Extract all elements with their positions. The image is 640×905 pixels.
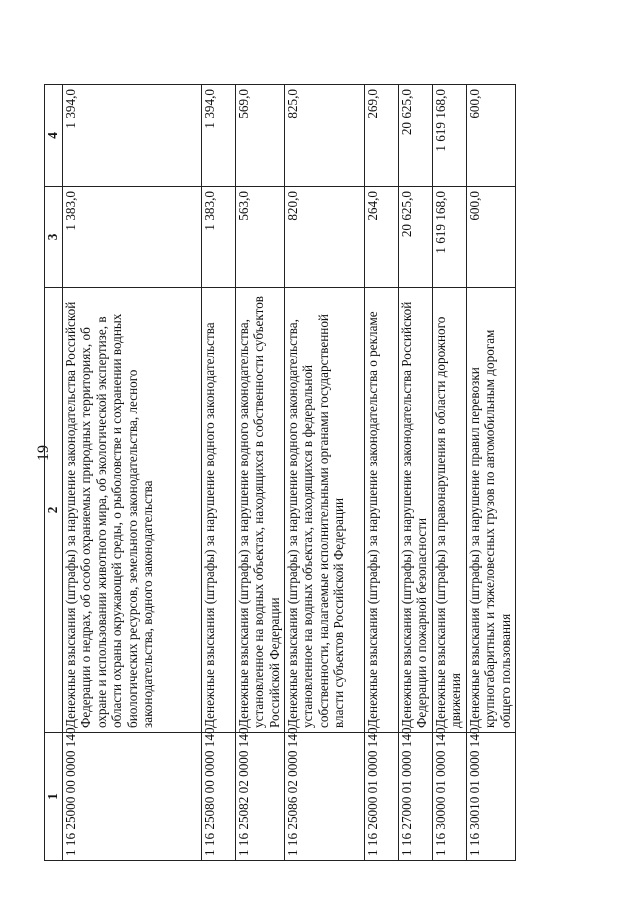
row-value-col3: 1 383,0 — [63, 187, 202, 288]
table-row — [63, 85, 202, 861]
table-row — [433, 85, 467, 861]
row-value-col3: 1 383,0 — [202, 187, 236, 288]
table-row — [365, 85, 399, 861]
header-row — [45, 85, 63, 861]
row-value-col3: 563,0 — [236, 187, 285, 288]
row-value-col3: 264,0 — [365, 187, 399, 288]
rotated-table-wrapper — [44, 85, 539, 861]
row-code: 1 16 26000 01 0000 140 — [365, 733, 399, 861]
row-value-col3: 20 625,0 — [399, 187, 433, 288]
row-name: Денежные взыскания (штрафы) за нарушение правил перевозки крупногабаритных и тяжеловесных грузов по автомобильным дорогам общего пользования — [467, 288, 516, 733]
row-name: Денежные взыскания (штрафы) за правонарушения в области дорожного движения — [433, 288, 467, 733]
table-row — [467, 85, 516, 861]
row-name: Денежные взыскания (штрафы) за нарушение водного законодательства — [202, 288, 236, 733]
column-header-3: 3 — [45, 187, 63, 288]
row-value-col4: 1 394,0 — [63, 85, 202, 187]
row-code: 1 16 25000 00 0000 140 — [63, 733, 202, 861]
row-value-col4: 1 619 168,0 — [433, 85, 467, 187]
column-header-1: 1 — [45, 733, 63, 861]
page-number: 19 — [35, 445, 52, 461]
row-value-col3: 820,0 — [285, 187, 365, 288]
row-name: Денежные взыскания (штрафы) за нарушение законодательства Российской Федерации о пожарной безопасности — [399, 288, 433, 733]
row-name: Денежные взыскания (штрафы) за нарушение водного законодательства, установленное на водных объектах, находящихся в собственности субъектов Российской Федерации — [236, 288, 285, 733]
column-header-2: 2 — [45, 288, 63, 733]
table-row — [399, 85, 433, 861]
row-code: 1 16 25082 02 0000 140 — [236, 733, 285, 861]
row-value-col4: 600,0 — [467, 85, 516, 187]
row-code: 1 16 30010 01 0000 140 — [467, 733, 516, 861]
row-code: 1 16 25080 00 0000 140 — [202, 733, 236, 861]
revenue-table — [44, 84, 516, 861]
row-code: 1 16 25086 02 0000 140 — [285, 733, 365, 861]
row-value-col4: 20 625,0 — [399, 85, 433, 187]
row-value-col4: 569,0 — [236, 85, 285, 187]
row-name: Денежные взыскания (штрафы) за нарушение законодательства о рекламе — [365, 288, 399, 733]
row-name: Денежные взыскания (штрафы) за нарушение законодательства Российской Федерации о недрах, об особо охраняемых природных территориях, об охране и использовании животного мира, об экологической экспертизе, в области охраны окружающей среды, о рыболовстве и сохранении водных биологических ресурсов, земельного законодательства, лесного законодательства, водного законодательства — [63, 288, 202, 733]
row-code: 1 16 27000 01 0000 140 — [399, 733, 433, 861]
table-row — [236, 85, 285, 861]
row-value-col4: 269,0 — [365, 85, 399, 187]
row-value-col3: 1 619 168,0 — [433, 187, 467, 288]
row-value-col4: 825,0 — [285, 85, 365, 187]
table-row — [285, 85, 365, 861]
row-name: Денежные взыскания (штрафы) за нарушение водного законодательства, установленное на водных объектах, находящихся в федеральной собственности, налагаемые исполнительными органами государственной власти субъектов Российской Федерации — [285, 288, 365, 733]
column-header-4: 4 — [45, 85, 63, 187]
row-value-col4: 1 394,0 — [202, 85, 236, 187]
row-code: 1 16 30000 01 0000 140 — [433, 733, 467, 861]
table-row — [202, 85, 236, 861]
row-value-col3: 600,0 — [467, 187, 516, 288]
